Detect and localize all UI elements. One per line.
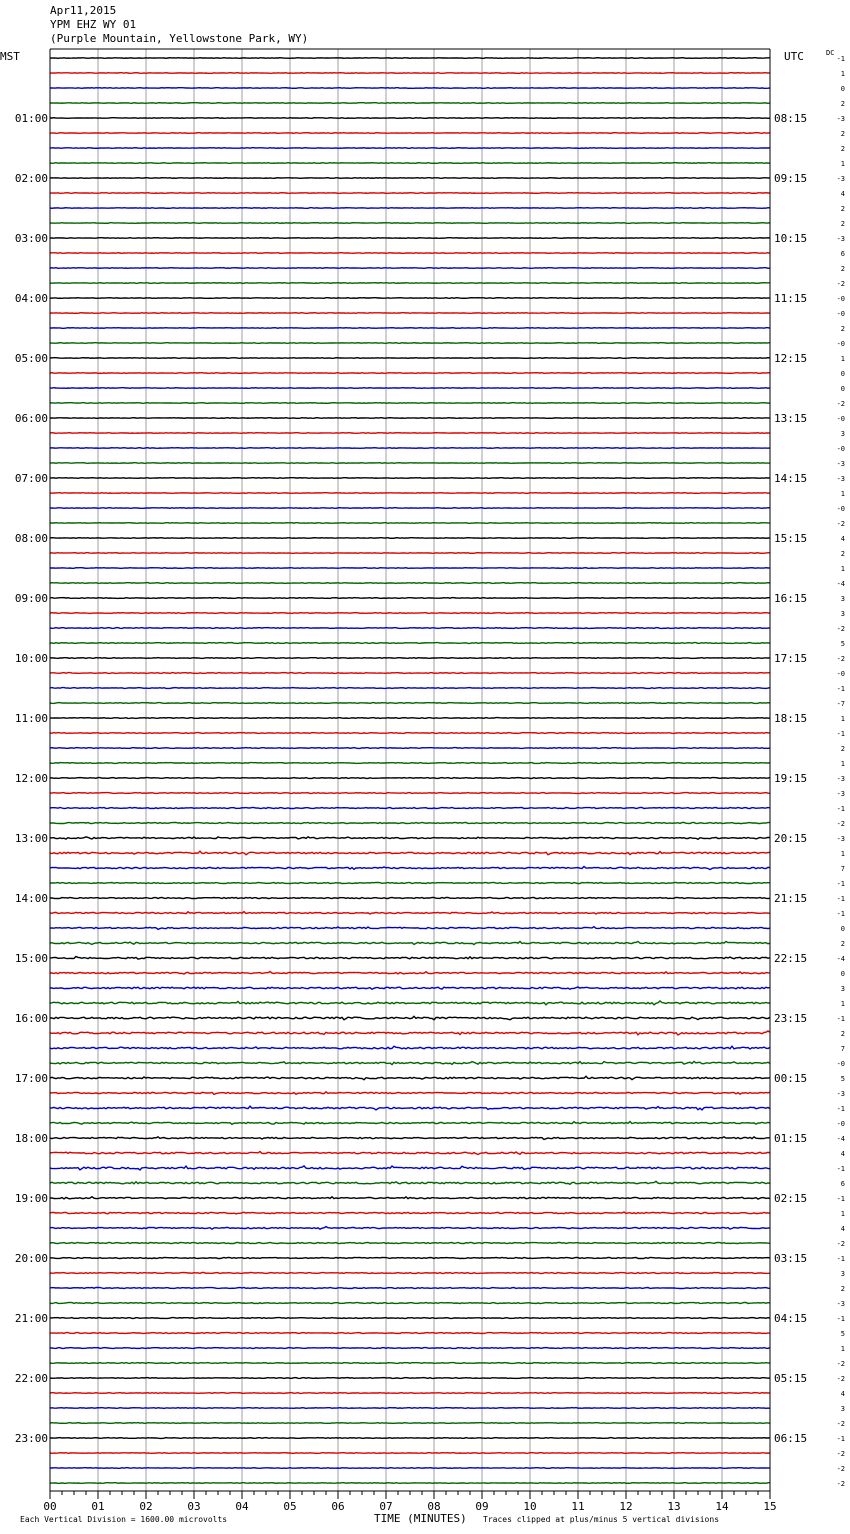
mst-hour-label: 12:00 xyxy=(14,772,48,785)
x-tick-label: 01 xyxy=(91,1500,105,1513)
seismic-trace xyxy=(50,1046,770,1049)
seismic-trace xyxy=(50,298,770,299)
mst-hour-label: 06:00 xyxy=(14,412,48,425)
seismic-trace xyxy=(50,103,770,104)
dc-offset-label: 4 xyxy=(840,190,845,198)
dc-offset-label: -1 xyxy=(836,1315,845,1323)
utc-hour-label: 16:15 xyxy=(774,592,808,605)
dc-offset-label: 5 xyxy=(840,640,845,648)
mst-hour-label: 09:00 xyxy=(14,592,48,605)
seismic-trace xyxy=(50,448,770,449)
utc-hour-label: 19:15 xyxy=(774,772,808,785)
seismic-trace xyxy=(50,1453,770,1454)
dc-offset-label: 5 xyxy=(840,1075,845,1083)
dc-offset-label: 1 xyxy=(840,1210,845,1218)
dc-offset-label: 0 xyxy=(840,970,845,978)
mst-hour-label: 04:00 xyxy=(14,292,48,305)
utc-hour-label: 21:15 xyxy=(774,892,808,905)
dc-offset-label: 3 xyxy=(840,1405,845,1413)
mst-hour-label: 01:00 xyxy=(14,112,48,125)
dc-offset-label: 1 xyxy=(840,70,845,78)
x-tick-label: 15 xyxy=(763,1500,777,1513)
dc-offset-label: -2 xyxy=(836,1420,845,1428)
x-tick-label: 13 xyxy=(667,1500,681,1513)
x-tick-label: 05 xyxy=(283,1500,297,1513)
dc-offset-label: -2 xyxy=(836,655,845,663)
dc-offset-label: 2 xyxy=(840,1285,845,1293)
seismic-trace xyxy=(50,433,770,434)
dc-offset-label: 5 xyxy=(840,1330,845,1338)
utc-hour-label: 15:15 xyxy=(774,532,808,545)
dc-offset-label: -0 xyxy=(836,1060,845,1068)
seismic-trace xyxy=(50,538,770,539)
x-tick-label: 08 xyxy=(427,1500,441,1513)
x-tick-label: 14 xyxy=(715,1500,729,1513)
seismic-trace xyxy=(50,987,770,989)
x-tick-label: 09 xyxy=(475,1500,489,1513)
utc-hour-label: 12:15 xyxy=(774,352,808,365)
seismic-trace xyxy=(50,703,770,704)
seismic-trace xyxy=(50,883,770,884)
dc-offset-label: -0 xyxy=(836,340,845,348)
seismic-trace xyxy=(50,1393,770,1394)
seismic-trace xyxy=(50,1468,770,1469)
mst-hour-label: 21:00 xyxy=(14,1312,48,1325)
minute-gridlines xyxy=(98,49,722,1491)
trace-lines xyxy=(50,58,770,1484)
seismic-trace xyxy=(50,1122,770,1125)
dc-offset-label: -3 xyxy=(836,235,845,243)
x-tick-label: 02 xyxy=(139,1500,153,1513)
mst-hour-label: 13:00 xyxy=(14,832,48,845)
x-tick-label: 06 xyxy=(331,1500,345,1513)
seismic-trace xyxy=(50,598,770,599)
dc-offset-label: 3 xyxy=(840,985,845,993)
seismic-trace xyxy=(50,1318,770,1319)
dc-offset-label: -4 xyxy=(836,1135,845,1143)
dc-offset-label: -2 xyxy=(836,280,845,288)
x-tick-label: 12 xyxy=(619,1500,633,1513)
dc-offset-label: 0 xyxy=(840,370,845,378)
seismic-trace xyxy=(50,1166,770,1170)
seismic-trace xyxy=(50,1378,770,1379)
seismic-trace xyxy=(50,178,770,179)
mst-hour-label: 14:00 xyxy=(14,892,48,905)
dc-offset-label: 1 xyxy=(840,1000,845,1008)
seismic-trace xyxy=(50,1092,770,1095)
mst-hour-label: 03:00 xyxy=(14,232,48,245)
utc-hour-label: 20:15 xyxy=(774,832,808,845)
dc-offset-label: -1 xyxy=(836,1165,845,1173)
mst-hour-label: 22:00 xyxy=(14,1372,48,1385)
plot-frame xyxy=(50,49,770,1499)
seismic-trace xyxy=(50,912,770,914)
dc-offset-label: 4 xyxy=(840,535,845,543)
seismic-trace xyxy=(50,253,770,254)
dc-offset-label: -2 xyxy=(836,1360,845,1368)
seismic-trace xyxy=(50,1288,770,1289)
dc-offset-label: -1 xyxy=(836,1435,845,1443)
dc-offset-label: 7 xyxy=(840,1045,845,1053)
dc-offset-label: -1 xyxy=(836,730,845,738)
seismic-trace xyxy=(50,957,770,960)
seismic-trace xyxy=(50,568,770,569)
seismic-trace xyxy=(50,1438,770,1439)
dc-offset-label: -0 xyxy=(836,445,845,453)
seismic-trace xyxy=(50,1137,770,1140)
dc-offset-label: 3 xyxy=(840,595,845,603)
seismic-trace xyxy=(50,1303,770,1304)
seismic-trace xyxy=(50,148,770,149)
dc-offset-label: 0 xyxy=(840,85,845,93)
seismic-trace xyxy=(50,358,770,359)
dc-offset-label: 2 xyxy=(840,940,845,948)
dc-offset-label: 4 xyxy=(840,1150,845,1158)
seismic-trace xyxy=(50,328,770,329)
utc-hour-label: 23:15 xyxy=(774,1012,808,1025)
dc-offset-label: -3 xyxy=(836,790,845,798)
dc-offset-label: -2 xyxy=(836,820,845,828)
mst-hour-label: 19:00 xyxy=(14,1192,48,1205)
dc-offset-label: 4 xyxy=(840,1390,845,1398)
dc-offset-label: -0 xyxy=(836,670,845,678)
dc-offset-label: -2 xyxy=(836,1465,845,1473)
seismic-trace xyxy=(50,748,770,749)
mst-hour-label: 18:00 xyxy=(14,1132,48,1145)
seismic-trace xyxy=(50,941,770,944)
mst-hour-label: 15:00 xyxy=(14,952,48,965)
seismic-trace xyxy=(50,388,770,389)
mst-hour-label: 05:00 xyxy=(14,352,48,365)
seismic-trace xyxy=(50,403,770,404)
seismic-trace xyxy=(50,313,770,314)
dc-offset-label: -3 xyxy=(836,175,845,183)
dc-offset-label: 2 xyxy=(840,1030,845,1038)
dc-offset-label: 3 xyxy=(840,610,845,618)
dc-offset-label: -3 xyxy=(836,115,845,123)
seismic-trace xyxy=(50,778,770,779)
axis-labels xyxy=(15,55,845,1513)
seismic-trace xyxy=(50,1152,770,1155)
seismic-trace xyxy=(50,1001,770,1005)
seismic-trace xyxy=(50,58,770,59)
seismic-trace xyxy=(50,1212,770,1214)
seismic-trace xyxy=(50,373,770,374)
dc-offset-label: -1 xyxy=(836,1015,845,1023)
mst-hour-label: 08:00 xyxy=(14,532,48,545)
seismic-trace xyxy=(50,553,770,554)
dc-offset-label: 1 xyxy=(840,355,845,363)
dc-offset-label: -2 xyxy=(836,625,845,633)
dc-offset-label: 2 xyxy=(840,205,845,213)
seismic-trace xyxy=(50,238,770,239)
station-code: YPM EHZ WY 01 xyxy=(50,18,137,31)
utc-hour-label: 11:15 xyxy=(774,292,808,305)
mst-hour-label: 07:00 xyxy=(14,472,48,485)
seismic-trace xyxy=(50,972,770,975)
dc-offset-label: -1 xyxy=(836,1195,845,1203)
x-tick-label: 07 xyxy=(379,1500,393,1513)
dc-offset-label: 3 xyxy=(840,430,845,438)
seismic-trace xyxy=(50,1227,770,1230)
seismic-trace xyxy=(50,867,770,870)
seismic-trace xyxy=(50,1061,770,1064)
dc-offset-label: 1 xyxy=(840,565,845,573)
dc-offset-label: -0 xyxy=(836,295,845,303)
seismic-trace xyxy=(50,133,770,134)
utc-hour-label: 14:15 xyxy=(774,472,808,485)
x-tick-label: 10 xyxy=(523,1500,537,1513)
seismic-trace xyxy=(50,193,770,194)
dc-offset-label: 0 xyxy=(840,385,845,393)
dc-offset-label: -3 xyxy=(836,1300,845,1308)
dc-offset-label: 6 xyxy=(840,1180,845,1188)
dc-offset-label: -0 xyxy=(836,415,845,423)
seismic-trace xyxy=(50,223,770,224)
seismic-trace xyxy=(50,613,770,614)
seismic-trace xyxy=(50,118,770,119)
dc-offset-label: -2 xyxy=(836,1240,845,1248)
seismic-trace xyxy=(50,1408,770,1409)
dc-offset-label: -3 xyxy=(836,460,845,468)
seismic-trace xyxy=(50,163,770,164)
seismic-trace xyxy=(50,1423,770,1424)
dc-offset-label: 1 xyxy=(840,715,845,723)
seismic-trace xyxy=(50,1076,770,1080)
seismic-trace xyxy=(50,1016,770,1019)
dc-offset-label: -1 xyxy=(836,55,845,63)
dc-offset-label: 2 xyxy=(840,265,845,273)
utc-hour-label: 08:15 xyxy=(774,112,808,125)
dc-offset-label: -3 xyxy=(836,475,845,483)
utc-hour-label: 10:15 xyxy=(774,232,808,245)
utc-hour-label: 13:15 xyxy=(774,412,808,425)
utc-hour-label: 17:15 xyxy=(774,652,808,665)
x-tick-label: 04 xyxy=(235,1500,249,1513)
dc-offset-label: 1 xyxy=(840,850,845,858)
scale-note: Each Vertical Division = 1600.00 microvolts xyxy=(20,1515,228,1524)
seismic-trace xyxy=(50,1197,770,1199)
utc-hour-label: 03:15 xyxy=(774,1252,808,1265)
dc-offset-label: -2 xyxy=(836,1480,845,1488)
seismic-trace xyxy=(50,283,770,284)
seismic-trace xyxy=(50,1181,770,1184)
seismic-trace xyxy=(50,343,770,344)
dc-offset-label: -1 xyxy=(836,895,845,903)
dc-offset-label: 2 xyxy=(840,100,845,108)
dc-offset-label: 1 xyxy=(840,1345,845,1353)
utc-hour-label: 06:15 xyxy=(774,1432,808,1445)
seismic-trace xyxy=(50,808,770,809)
seismic-trace xyxy=(50,1363,770,1364)
seismic-trace xyxy=(50,643,770,644)
seismic-trace xyxy=(50,688,770,689)
x-tick-label: 11 xyxy=(571,1500,585,1513)
mst-hour-label: 10:00 xyxy=(14,652,48,665)
dc-offset-label: 3 xyxy=(840,1270,845,1278)
dc-offset-label: -2 xyxy=(836,1375,845,1383)
dc-offset-label: -3 xyxy=(836,1090,845,1098)
utc-hour-label: 22:15 xyxy=(774,952,808,965)
utc-hour-label: 04:15 xyxy=(774,1312,808,1325)
dc-offset-label: 2 xyxy=(840,130,845,138)
x-tick-label: 00 xyxy=(43,1500,57,1513)
seismic-trace xyxy=(50,793,770,794)
dc-offset-label: 4 xyxy=(840,1225,845,1233)
seismic-trace xyxy=(50,733,770,734)
seismic-trace xyxy=(50,418,770,419)
dc-offset-label: -1 xyxy=(836,910,845,918)
utc-hour-label: 02:15 xyxy=(774,1192,808,1205)
x-axis-title: TIME (MINUTES) xyxy=(374,1512,467,1525)
mst-hour-label: 20:00 xyxy=(14,1252,48,1265)
dc-offset-label: 6 xyxy=(840,250,845,258)
utc-hour-label: 18:15 xyxy=(774,712,808,725)
left-timezone-label: MST xyxy=(0,50,20,63)
seismic-trace xyxy=(50,1031,770,1035)
utc-hour-label: 00:15 xyxy=(774,1072,808,1085)
dc-offset-label: -4 xyxy=(836,955,845,963)
dc-offset-label: -1 xyxy=(836,805,845,813)
seismic-trace xyxy=(50,837,770,840)
seismic-trace xyxy=(50,1333,770,1334)
dc-offset-label: 1 xyxy=(840,160,845,168)
dc-offset-label: -7 xyxy=(836,700,845,708)
dc-offset-label: 2 xyxy=(840,325,845,333)
seismic-trace xyxy=(50,1258,770,1259)
mst-hour-label: 16:00 xyxy=(14,1012,48,1025)
seismic-trace xyxy=(50,1243,770,1244)
seismic-trace xyxy=(50,898,770,899)
dc-offset-label: -0 xyxy=(836,505,845,513)
dc-offset-label: -1 xyxy=(836,880,845,888)
seismic-trace xyxy=(50,478,770,479)
mst-hour-label: 11:00 xyxy=(14,712,48,725)
seismic-trace xyxy=(50,88,770,89)
seismic-trace xyxy=(50,718,770,719)
x-tick-label: 03 xyxy=(187,1500,201,1513)
seismic-trace xyxy=(50,208,770,209)
seismic-trace xyxy=(50,268,770,269)
dc-offset-label: 1 xyxy=(840,490,845,498)
seismic-trace xyxy=(50,1106,770,1110)
seismic-trace xyxy=(50,73,770,74)
seismic-trace xyxy=(50,927,770,930)
dc-offset-label: 2 xyxy=(840,145,845,153)
right-timezone-label: UTC xyxy=(784,50,804,63)
dc-offset-label: -4 xyxy=(836,580,845,588)
dc-offset-label: 0 xyxy=(840,925,845,933)
dc-offset-label: -1 xyxy=(836,1255,845,1263)
dc-offset-label: 1 xyxy=(840,760,845,768)
dc-offset-label: 2 xyxy=(840,220,845,228)
seismic-trace xyxy=(50,658,770,659)
mst-hour-label: 02:00 xyxy=(14,172,48,185)
seismic-trace xyxy=(50,1273,770,1274)
seismic-trace xyxy=(50,673,770,674)
seismic-trace xyxy=(50,493,770,494)
seismic-trace xyxy=(50,523,770,524)
dc-offset-label: 7 xyxy=(840,865,845,873)
dc-offset-label: -2 xyxy=(836,1450,845,1458)
dc-offset-label: -1 xyxy=(836,685,845,693)
dc-offset-label: -3 xyxy=(836,835,845,843)
dc-offset-header: DC xyxy=(826,49,835,57)
station-location: (Purple Mountain, Yellowstone Park, WY) xyxy=(50,32,309,45)
dc-offset-label: -1 xyxy=(836,1105,845,1113)
seismic-trace xyxy=(50,1348,770,1349)
dc-offset-label: -2 xyxy=(836,400,845,408)
seismic-trace xyxy=(50,1483,770,1484)
seismic-trace xyxy=(50,508,770,509)
dc-offset-label: 2 xyxy=(840,745,845,753)
recording-date: Apr11,2015 xyxy=(50,4,117,17)
dc-offset-label: -0 xyxy=(836,1120,845,1128)
clip-note: Traces clipped at plus/minus 5 vertical divisions xyxy=(483,1515,720,1524)
mst-hour-label: 23:00 xyxy=(14,1432,48,1445)
seismic-trace xyxy=(50,463,770,464)
seismic-trace xyxy=(50,823,770,824)
dc-offset-label: -0 xyxy=(836,310,845,318)
utc-hour-label: 05:15 xyxy=(774,1372,808,1385)
mst-hour-label: 17:00 xyxy=(14,1072,48,1085)
seismic-trace xyxy=(50,851,770,855)
seismic-trace xyxy=(50,583,770,584)
seismic-trace xyxy=(50,628,770,629)
dc-offset-label: 2 xyxy=(840,550,845,558)
utc-hour-label: 09:15 xyxy=(774,172,808,185)
dc-offset-label: -2 xyxy=(836,520,845,528)
dc-offset-label: -3 xyxy=(836,775,845,783)
seismic-trace xyxy=(50,763,770,764)
utc-hour-label: 01:15 xyxy=(774,1132,808,1145)
